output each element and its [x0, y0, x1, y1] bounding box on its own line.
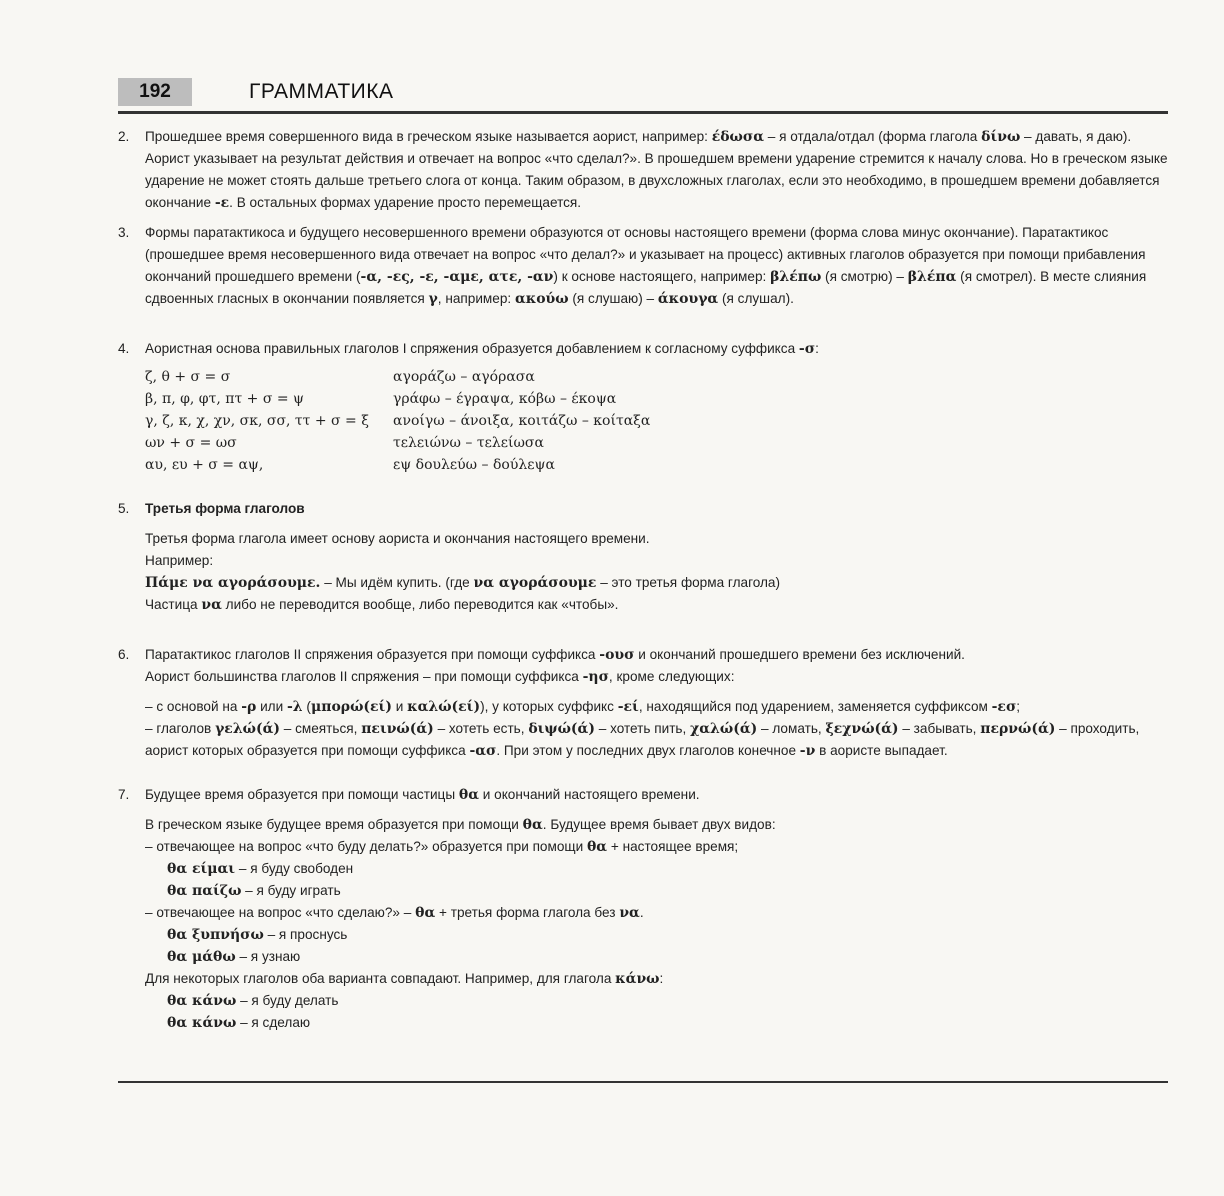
section-title: ГРАММАТИКА: [249, 80, 394, 103]
greek-word: να: [619, 905, 640, 921]
item-5-line: Например:: [145, 553, 214, 568]
greek-word: θα παίζω: [167, 883, 242, 899]
greek-word: διψώ(ά): [528, 721, 595, 737]
item-2-text: [145, 126, 1168, 214]
greek-word: ξεχνώ(ά): [825, 721, 899, 737]
example-line: [145, 858, 1168, 880]
text: – смеяться,: [279, 721, 362, 736]
greek-word: -ησ: [582, 669, 609, 685]
item-7: [118, 784, 1168, 1034]
page-header: [118, 74, 1168, 112]
greek-word: κάνω: [615, 971, 660, 987]
text: (я смотрел). В месте слияния сдвоенных гласных в окончании появляется: [145, 269, 1147, 306]
text: Прошедшее время совершенного вида в греческом языке называется аорист, например:: [145, 129, 712, 144]
formula-example: τελειώνω – τελείωσα: [393, 435, 544, 451]
formula-example: γράφω – έγραψα, κόβω – έκοψα: [393, 391, 617, 407]
text: – отвечающее на вопрос «что сделаю?» –: [145, 905, 416, 920]
greek-word: θα κάνω: [167, 1015, 237, 1031]
greek-word: -ε: [214, 195, 230, 211]
text: и окончаний прошедшего времени без исключений.: [634, 647, 965, 662]
item-7-line: [145, 784, 1168, 806]
text: ), у которых суффикс: [480, 699, 618, 714]
text: – это третья форма глагола): [596, 575, 781, 590]
text: . В остальных формах ударение просто перемещается.: [229, 195, 582, 210]
item-5-line: Третья форма глагола имеет основу аориста и окончания настоящего времени.: [145, 531, 650, 546]
text: Для некоторых глаголов оба варианта совпадают. Например, для глагола: [145, 971, 616, 986]
formula-rule: γ, ζ, κ, χ, χν, σκ, σσ, ττ + σ = ξ: [145, 413, 369, 429]
text: + настоящее время;: [607, 839, 739, 854]
greek-word: θα: [458, 787, 479, 803]
greek-word: θα κάνω: [167, 993, 237, 1009]
greek-word: Πάμε να αγοράσουμε.: [145, 575, 321, 591]
text: – я буду делать: [236, 993, 339, 1008]
item-6-line: [145, 644, 1168, 666]
footer-rule: [118, 1081, 1168, 1083]
text: ) к основе настоящего, например:: [553, 269, 771, 284]
text: Паратактикос глаголов II спряжения образуется при помощи суффикса: [145, 647, 600, 662]
item-number: 7.: [118, 787, 130, 802]
text: – хотеть есть,: [433, 721, 529, 736]
text: – отвечающее на вопрос «что буду делать?» образуется при помощи: [145, 839, 587, 854]
item-5: [118, 498, 1168, 616]
greek-word: -α, -ες, -ε, -αμε, ατε, -αν: [360, 269, 554, 285]
page-number: 192: [118, 78, 192, 106]
text: .: [639, 905, 644, 920]
greek-word: -σ: [798, 341, 816, 357]
item-6: [118, 644, 1168, 762]
item-2: [118, 126, 1168, 214]
text: Частица: [145, 597, 202, 612]
formula-rule: αυ, ευ + σ = αψ,: [145, 457, 264, 473]
text: + третья форма глагола без: [435, 905, 620, 920]
text: (я смотрю) –: [821, 269, 908, 284]
page-content: [118, 126, 1168, 1034]
text: Формы паратактикоса и будущего несовершенного времени образуются от основы настоящего времени (форма слова минус окончание). Паратактикос (прошедшее время несовершенного вида отвечает на вопрос «что делал?» и указывает на процесс) активных глаголов образуется при помощи прибавления окончаний прошедшего времени (: [145, 225, 1146, 284]
text: – я сделаю: [236, 1015, 311, 1030]
greek-word: θα: [415, 905, 436, 921]
text: :: [815, 341, 819, 356]
greek-word: καλώ(εί): [407, 699, 481, 715]
item-7-line: [145, 836, 1168, 858]
text: – я буду свободен: [235, 861, 354, 876]
text: (я слушаю) –: [568, 291, 658, 306]
greek-word: θα: [522, 817, 543, 833]
text: Аорист большинства глаголов II спряжения – при помощи суффикса: [145, 669, 583, 684]
greek-word: βλέπα: [907, 269, 957, 285]
example-line: [145, 946, 1168, 968]
text: – я отдала/отдал (форма глагола: [763, 129, 982, 144]
item-5-example: [145, 572, 1168, 594]
example-line: [145, 1012, 1168, 1034]
item-3-text: [145, 222, 1168, 310]
aorist-formula-table: [145, 366, 1168, 476]
text: либо не переводится вообще, либо переводится как «чтобы».: [221, 597, 619, 612]
text: Аористная основа правильных глаголов I спряжения образуется добавлением к согласному суффикса: [145, 341, 799, 356]
formula-rule: β, π, φ, φτ, πτ + σ = ψ: [145, 391, 304, 407]
greek-word: μπορώ(εί): [310, 699, 392, 715]
text: в аористе выпадает.: [815, 743, 948, 758]
greek-word: βλέπω: [770, 269, 822, 285]
item-5-line: [145, 594, 1168, 616]
item-4-text: [145, 338, 1168, 360]
item-number: 2.: [118, 129, 130, 144]
text: – Мы идём купить. (где: [320, 575, 474, 590]
text: , кроме следующих:: [608, 669, 735, 684]
greek-word: -λ: [287, 699, 303, 715]
item-6-line: [145, 718, 1168, 762]
item-3: [118, 222, 1168, 310]
header-rule: [118, 111, 1168, 114]
greek-word: χαλώ(ά): [690, 721, 758, 737]
example-line: [145, 880, 1168, 902]
greek-word: θα ξυπνήσω: [167, 927, 264, 943]
item-number: 5.: [118, 501, 130, 516]
text: ;: [1016, 699, 1021, 714]
text: В греческом языке будущее время образуется при помощи: [145, 817, 523, 832]
item-number: 3.: [118, 225, 130, 240]
text: и: [391, 699, 408, 714]
greek-word: πεινώ(ά): [361, 721, 434, 737]
text: Будущее время образуется при помощи частицы: [145, 787, 459, 802]
greek-word: θα: [586, 839, 608, 855]
text: и окончаний настоящего времени.: [479, 787, 700, 802]
text: , находящийся под ударением, заменяется суффиксом: [638, 699, 992, 714]
text: (я слушал).: [718, 291, 794, 306]
text: или: [256, 699, 287, 714]
greek-word: έδωσα: [711, 129, 764, 145]
greek-word: θα είμαι: [167, 861, 236, 877]
formula-example: εψ δουλεύω – δούλεψα: [393, 457, 555, 473]
text: – я буду играть: [241, 883, 341, 898]
greek-word: να: [201, 597, 222, 613]
item-number: 6.: [118, 647, 130, 662]
greek-word: -εσ: [991, 699, 1017, 715]
text: , например:: [437, 291, 515, 306]
formula-example: ανοίγω – άνοιξα, κοιτάζω – κοίταξα: [393, 413, 651, 429]
text: :: [659, 971, 664, 986]
item-5-heading: Третья форма глаголов: [145, 501, 305, 516]
item-6-line: [145, 696, 1168, 718]
text: – глаголов: [145, 721, 216, 736]
greek-word: -ρ: [241, 699, 257, 715]
greek-word: να αγοράσουμε: [473, 575, 597, 591]
text: – ломать,: [757, 721, 826, 736]
greek-word: γ: [428, 291, 438, 307]
item-7-line: [145, 902, 1168, 924]
text: – с основой на: [145, 699, 242, 714]
greek-word: δίνω: [981, 129, 1021, 145]
greek-word: θα μάθω: [167, 949, 236, 965]
item-number: 4.: [118, 341, 130, 356]
text: – хотеть пить,: [594, 721, 691, 736]
formula-rule: ζ, θ + σ = σ: [145, 369, 231, 385]
greek-word: -ν: [799, 743, 816, 759]
greek-word: περνώ(ά): [980, 721, 1056, 737]
item-7-line: [145, 814, 1168, 836]
greek-word: -ουσ: [599, 647, 635, 663]
greek-word: γελώ(ά): [215, 721, 280, 737]
item-6-line: [145, 666, 1168, 688]
text: (: [302, 699, 311, 714]
text: – проходить, аорист которых образуется при помощи суффикса: [145, 721, 1140, 758]
greek-word: ακούω: [514, 291, 569, 307]
formula-example: αγοράζω – αγόρασα: [393, 369, 535, 385]
item-7-line: [145, 968, 1168, 990]
text: – я узнаю: [235, 949, 301, 964]
item-4: [118, 338, 1168, 476]
greek-word: -εί: [617, 699, 639, 715]
text: – я проснусь: [263, 927, 348, 942]
text: – давать, я даю). Аорист указывает на результат действия и отвечает на вопрос «что сделал?». В прошедшем времени ударение стремится к началу слова. Но в греческом языке ударение не может стоять дальше третьего слога от конца. Таким образом, в двухсложных глаголах, если это необходимо, в прошедшем времени добавляется окончание: [145, 129, 1168, 210]
example-line: [145, 990, 1168, 1012]
text: . При этом у последних двух глаголов конечное: [496, 743, 800, 758]
example-line: [145, 924, 1168, 946]
formula-rule: ων + σ = ωσ: [145, 435, 237, 451]
text: . Будущее время бывает двух видов:: [542, 817, 776, 832]
greek-word: άκουγα: [657, 291, 719, 307]
greek-word: -ασ: [469, 743, 497, 759]
text: – забывать,: [898, 721, 981, 736]
